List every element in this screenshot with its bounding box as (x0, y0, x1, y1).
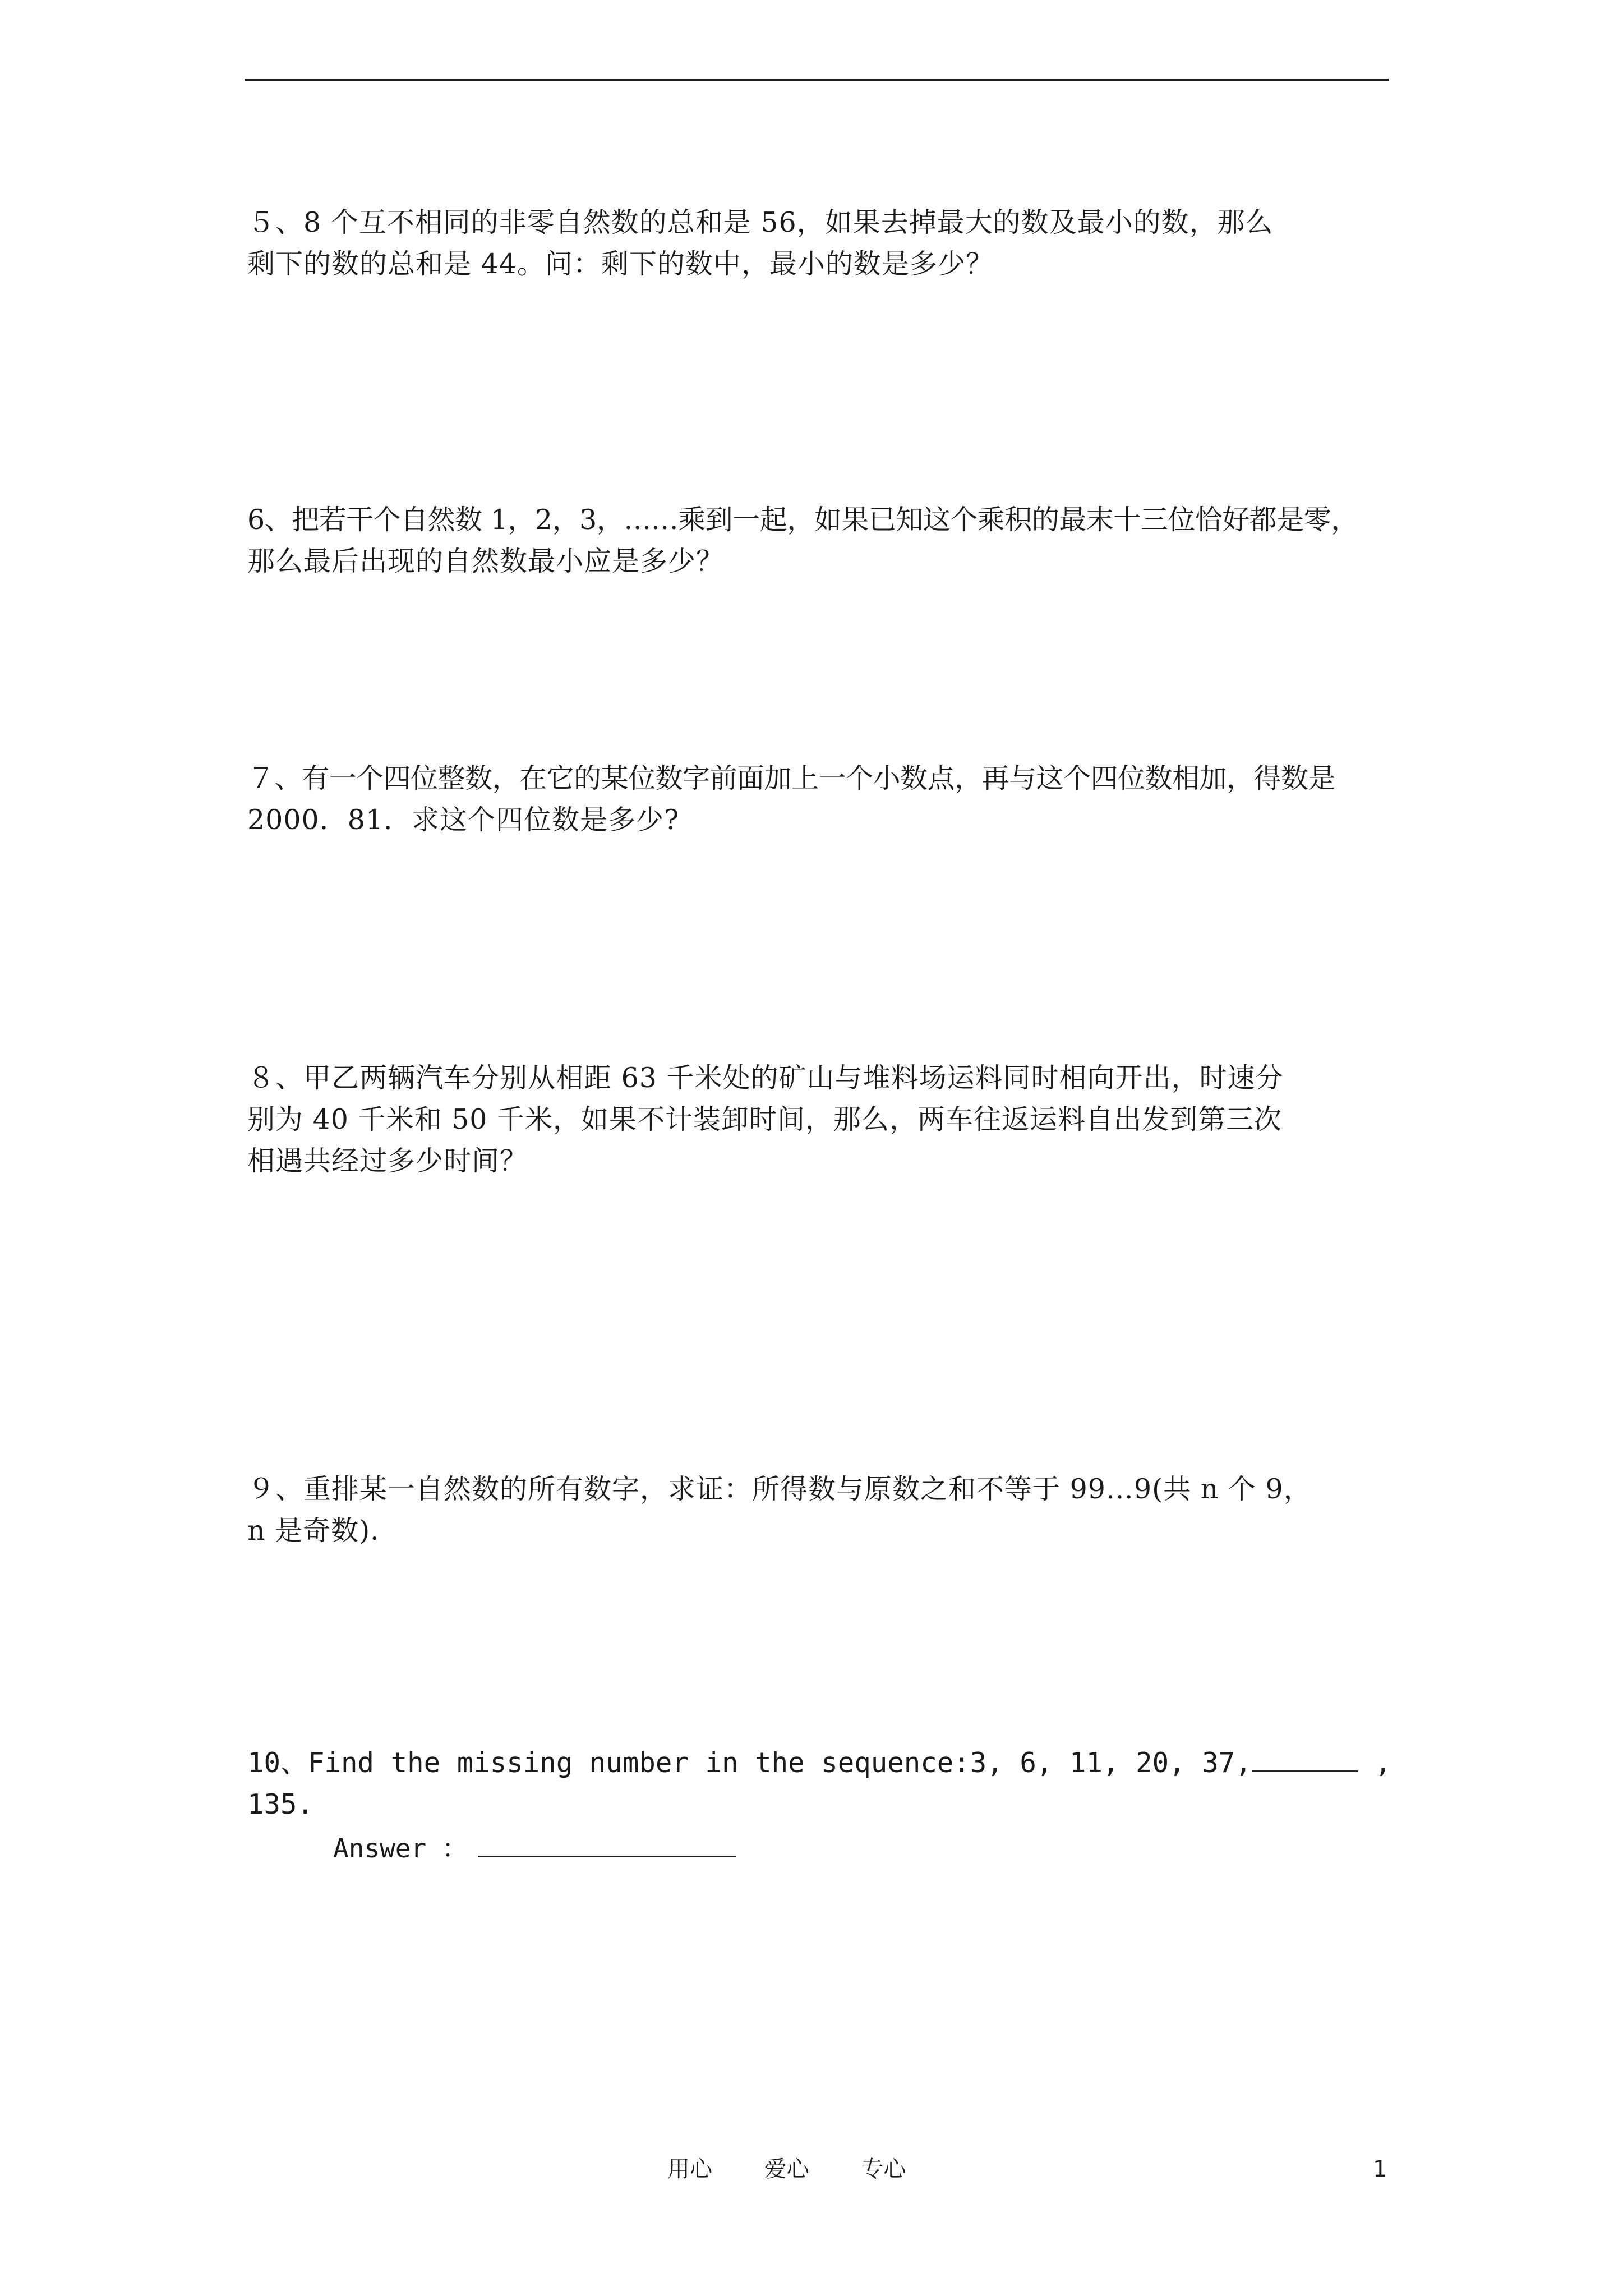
answer-row (333, 1828, 736, 1869)
question-8-line-2: 别为 40 千米和 50 千米，如果不计装卸时间，那么，两车往返运料自出发到第三次 (247, 1103, 1283, 1135)
q10-word: sequence:3, (821, 1747, 1003, 1779)
question-8 (247, 1057, 1391, 1182)
q10-word: 6, (1020, 1747, 1053, 1779)
question-5 (247, 202, 1391, 285)
q10-word-with-blank (1202, 1742, 1358, 1784)
q10-word: 37, (1202, 1747, 1252, 1779)
question-9-line-2: n 是奇数)． (247, 1515, 399, 1547)
header-rule (245, 79, 1389, 81)
question-7-line-2: 2000．81．求这个四位数是多少? (247, 804, 680, 836)
answer-label: Answer ： (333, 1833, 468, 1864)
question-9-line-1: ９、重排某一自然数的所有数字，求证：所得数与原数之和不等于 99…9(共 n 个 9， (247, 1473, 1312, 1505)
q10-trailing-comma: , (1375, 1747, 1391, 1779)
answer-blank-line (478, 1828, 736, 1857)
question-5-line-2: 剩下的数的总和是 44。问：剩下的数中，最小的数是多少？ (247, 248, 994, 280)
q10-word: 10、Find (247, 1747, 375, 1779)
q10-word: the (390, 1747, 441, 1779)
question-10-line-1 (247, 1742, 1391, 1784)
question-8-line-3: 相遇共经过多少时间？ (247, 1145, 528, 1177)
question-9 (247, 1469, 1391, 1552)
missing-number-blank (1252, 1742, 1358, 1772)
page-footer (0, 2150, 1623, 2189)
question-6-line-2: 那么最后出现的自然数最小应是多少？ (247, 545, 725, 577)
question-6 (247, 499, 1391, 582)
footer-slogan: 用心 爱心 专心 (667, 2156, 906, 2182)
page-number: 1 (1373, 2156, 1387, 2182)
q10-word: the (755, 1747, 805, 1779)
question-8-line-1: ８、甲乙两辆汽车分别从相距 63 千米处的矿山与堆料场运料同时相向开出，时速分 (247, 1062, 1284, 1094)
question-6-line-1: 6、把若干个自然数 1，2，3，……乘到一起，如果已知这个乘积的最末十三位恰好都是零， (247, 504, 1358, 536)
question-5-line-1: ５、8 个互不相同的非零自然数的总和是 56，如果去掉最大的数及最小的数，那么 (247, 206, 1274, 238)
question-7 (247, 758, 1391, 841)
q10-word: 11, (1069, 1747, 1119, 1779)
q10-word: number (589, 1747, 689, 1779)
q10-word: 20, (1136, 1747, 1186, 1779)
question-10 (247, 1742, 1391, 1825)
question-7-line-1: ７、有一个四位整数，在它的某位数字前面加上一个小数点，再与这个四位数相加，得数是 (247, 762, 1336, 794)
q10-word: missing (457, 1747, 573, 1779)
question-10-line-2: 135. (247, 1788, 314, 1820)
q10-word: in (705, 1747, 739, 1779)
